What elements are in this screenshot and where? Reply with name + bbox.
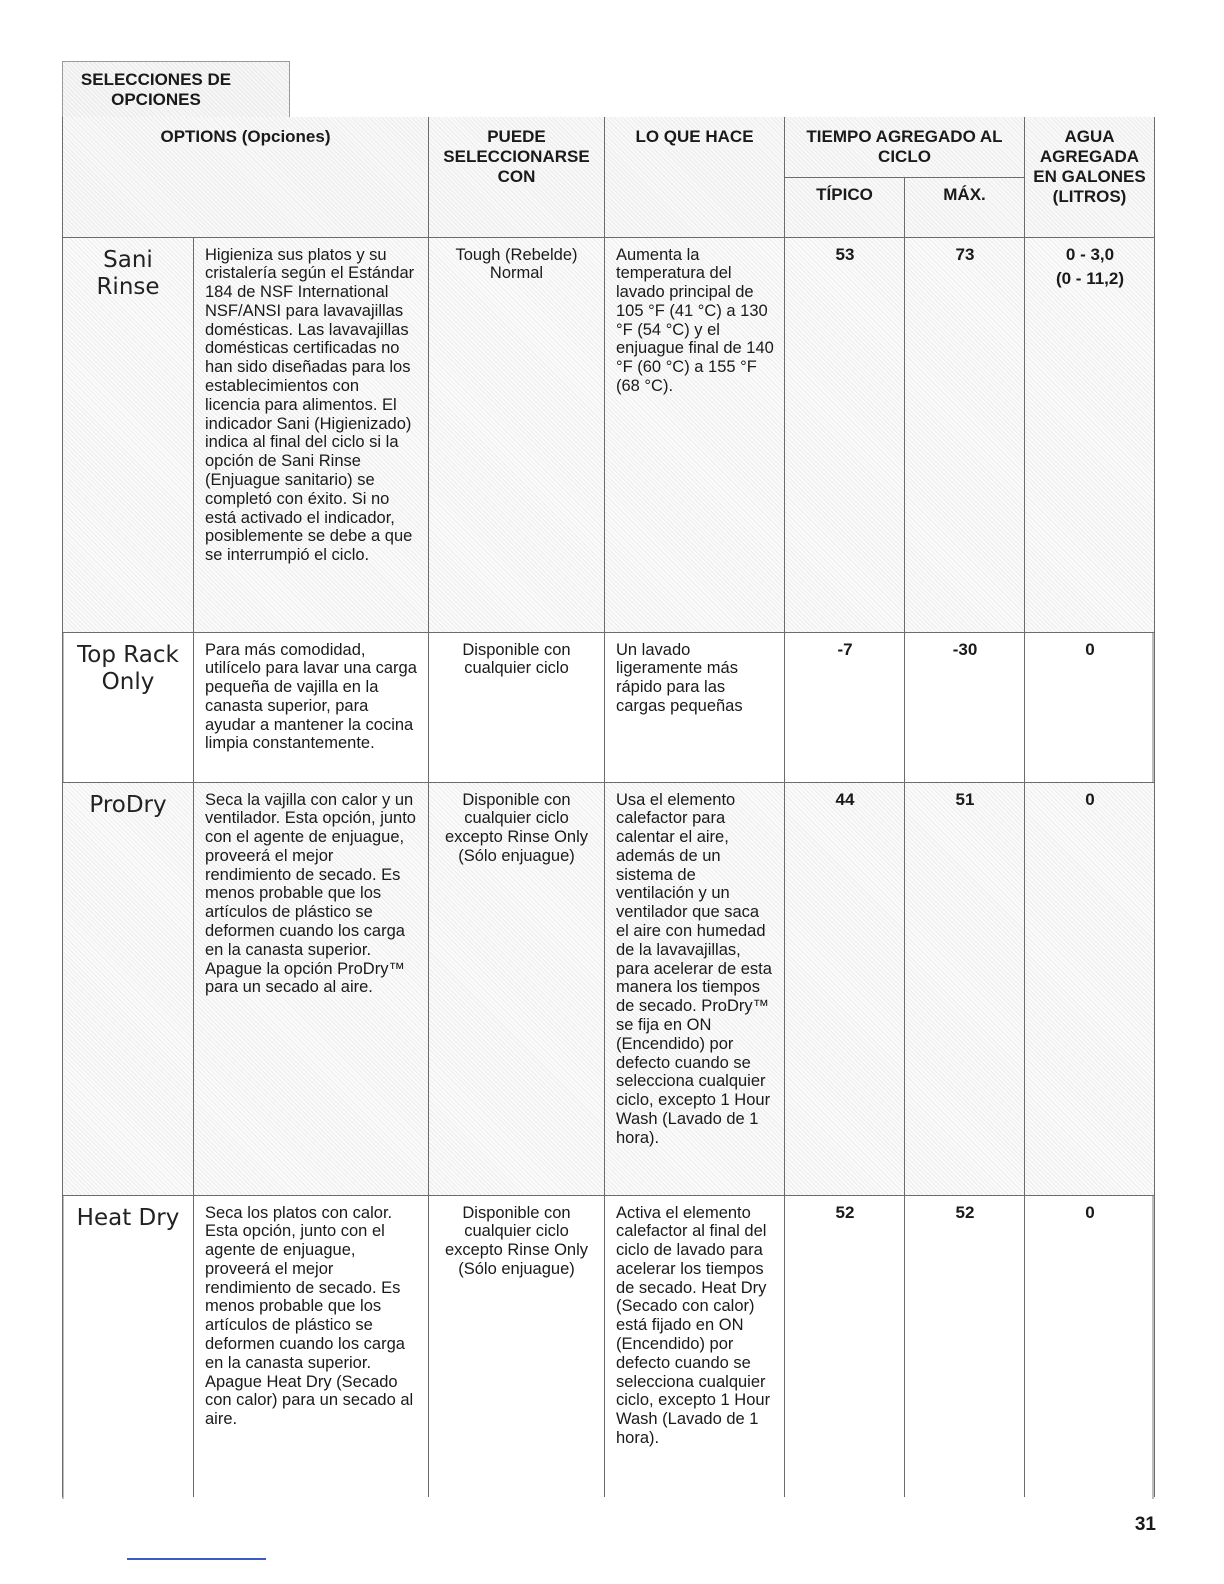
- option-description: Seca la vajilla con calor y un ventilador. Esta opción, junto con el agente de enjuague, proveerá el mejor rendimiento de secado. Es menos probable que los artículos de plástico se deformen cuando los carga en la canasta superior. Apague la opción ProDry™ para un secado al aire.: [194, 782, 429, 1195]
- option-description: Higieniza sus platos y su cristalería según el Estándar 184 de NSF International NSF/ANSI para lavavajillas domésticas. Las lavavajillas domésticas certificadas no han sido diseñadas para los establecimientos con licencia para alimentos. El indicador Sani (Higienizado) indica al final del ciclo si la opción de Sani Rinse (Enjuague sanitario) se completó con éxito. Si no está activado el indicador, posiblemente se debe a que se interrumpió el ciclo.: [194, 237, 429, 632]
- section-tab: [62, 61, 290, 117]
- option-name: [63, 1195, 194, 1497]
- option-time-typical: -7: [785, 632, 905, 782]
- option-select-with: Disponible con cualquier ciclo excepto Rinse Only (Sólo enjuague): [429, 782, 605, 1195]
- table-row: [63, 632, 1155, 782]
- option-what-it-does: Aumenta la temperatura del lavado principal de 105 °F (41 °C) a 130 °F (54 °C) y el enjuague final de 140 °F (60 °C) a 155 °F (68 °C).: [605, 237, 785, 632]
- option-what-it-does: Activa el elemento calefactor al final del ciclo de lavado para acelerar los tiempos de secado. Heat Dry (Secado con calor) está fijado en ON (Encendido) por defecto cuando se selecciona cualquier ciclo, excepto 1 Hour Wash (Lavado de 1 hora).: [605, 1195, 785, 1497]
- header-select-with: PUEDE SELECCIONARSE CON: [429, 117, 605, 237]
- option-time-typical: 52: [785, 1195, 905, 1497]
- option-select-with: Tough (Rebelde) Normal: [429, 237, 605, 632]
- option-time-max: 51: [905, 782, 1025, 1195]
- option-select-with: Disponible con cualquier ciclo excepto Rinse Only (Sólo enjuague): [429, 1195, 605, 1497]
- option-water: 0: [1025, 632, 1155, 782]
- option-name-line1: Heat Dry: [76, 1204, 180, 1231]
- option-water: 0: [1025, 1195, 1155, 1497]
- option-water-liters: (0 - 11,2): [1055, 269, 1125, 289]
- header-max: MÁX.: [905, 177, 1025, 237]
- option-name-line2: Rinse: [96, 273, 160, 300]
- option-name: [63, 632, 194, 782]
- option-description: Para más comodidad, utilícelo para lavar una carga pequeña de vajilla en la canasta superior, para ayudar a mantener la cocina limpia constantemente.: [194, 632, 429, 782]
- option-name-line1: Sani: [103, 246, 153, 273]
- option-what-it-does: Usa el elemento calefactor para calentar el aire, además de un sistema de ventilación y un ventilador que saca el aire con humedad de la lavavajillas, para acelerar de esta manera los tiempos de secado. ProDry™ se fija en ON (Encendido) por defecto cuando se selecciona cualquier ciclo, excepto 1 Hour Wash (Lavado de 1 hora).: [605, 782, 785, 1195]
- option-description: Seca los platos con calor. Esta opción, junto con el agente de enjuague, proveerá el mejor rendimiento de secado. Es menos probable que los artículos de plástico se deformen cuando los carga en la canasta superior. Apague Heat Dry (Secado con calor) para un secado al aire.: [194, 1195, 429, 1497]
- options-table: [62, 117, 1155, 1497]
- header-row: [63, 117, 1155, 177]
- option-name-line2: Only: [101, 668, 155, 695]
- option-time-max: 52: [905, 1195, 1025, 1497]
- option-name-line1: Top Rack: [77, 641, 179, 668]
- table-row: [63, 1195, 1155, 1497]
- header-water-added: AGUA AGREGADA EN GALONES (LITROS): [1025, 117, 1155, 237]
- option-time-typical: 44: [785, 782, 905, 1195]
- footer-rule: [127, 1558, 266, 1560]
- option-select-with: Disponible con cualquier ciclo: [429, 632, 605, 782]
- section-tab-line2: OPCIONES: [111, 90, 201, 109]
- option-what-it-does: Un lavado ligeramente más rápido para las cargas pequeñas: [605, 632, 785, 782]
- table-row: [63, 237, 1155, 632]
- header-options: OPTIONS (Opciones): [63, 117, 429, 237]
- header-what-it-does: LO QUE HACE: [605, 117, 785, 237]
- option-time-typical: 53: [785, 237, 905, 632]
- page-number: 31: [1134, 1514, 1156, 1535]
- header-typical: TÍPICO: [785, 177, 905, 237]
- table-row: [63, 782, 1155, 1195]
- option-name: [63, 782, 194, 1195]
- option-water-gallons: 0 - 3,0: [1065, 244, 1115, 264]
- option-name: [63, 237, 194, 632]
- option-time-max: 73: [905, 237, 1025, 632]
- option-time-max: -30: [905, 632, 1025, 782]
- header-time-added: TIEMPO AGREGADO AL CICLO: [785, 117, 1025, 177]
- option-water: 0: [1025, 782, 1155, 1195]
- option-name-line1: ProDry: [89, 791, 167, 818]
- option-water: [1025, 237, 1155, 632]
- section-tab-line1: SELECCIONES DE: [80, 70, 232, 89]
